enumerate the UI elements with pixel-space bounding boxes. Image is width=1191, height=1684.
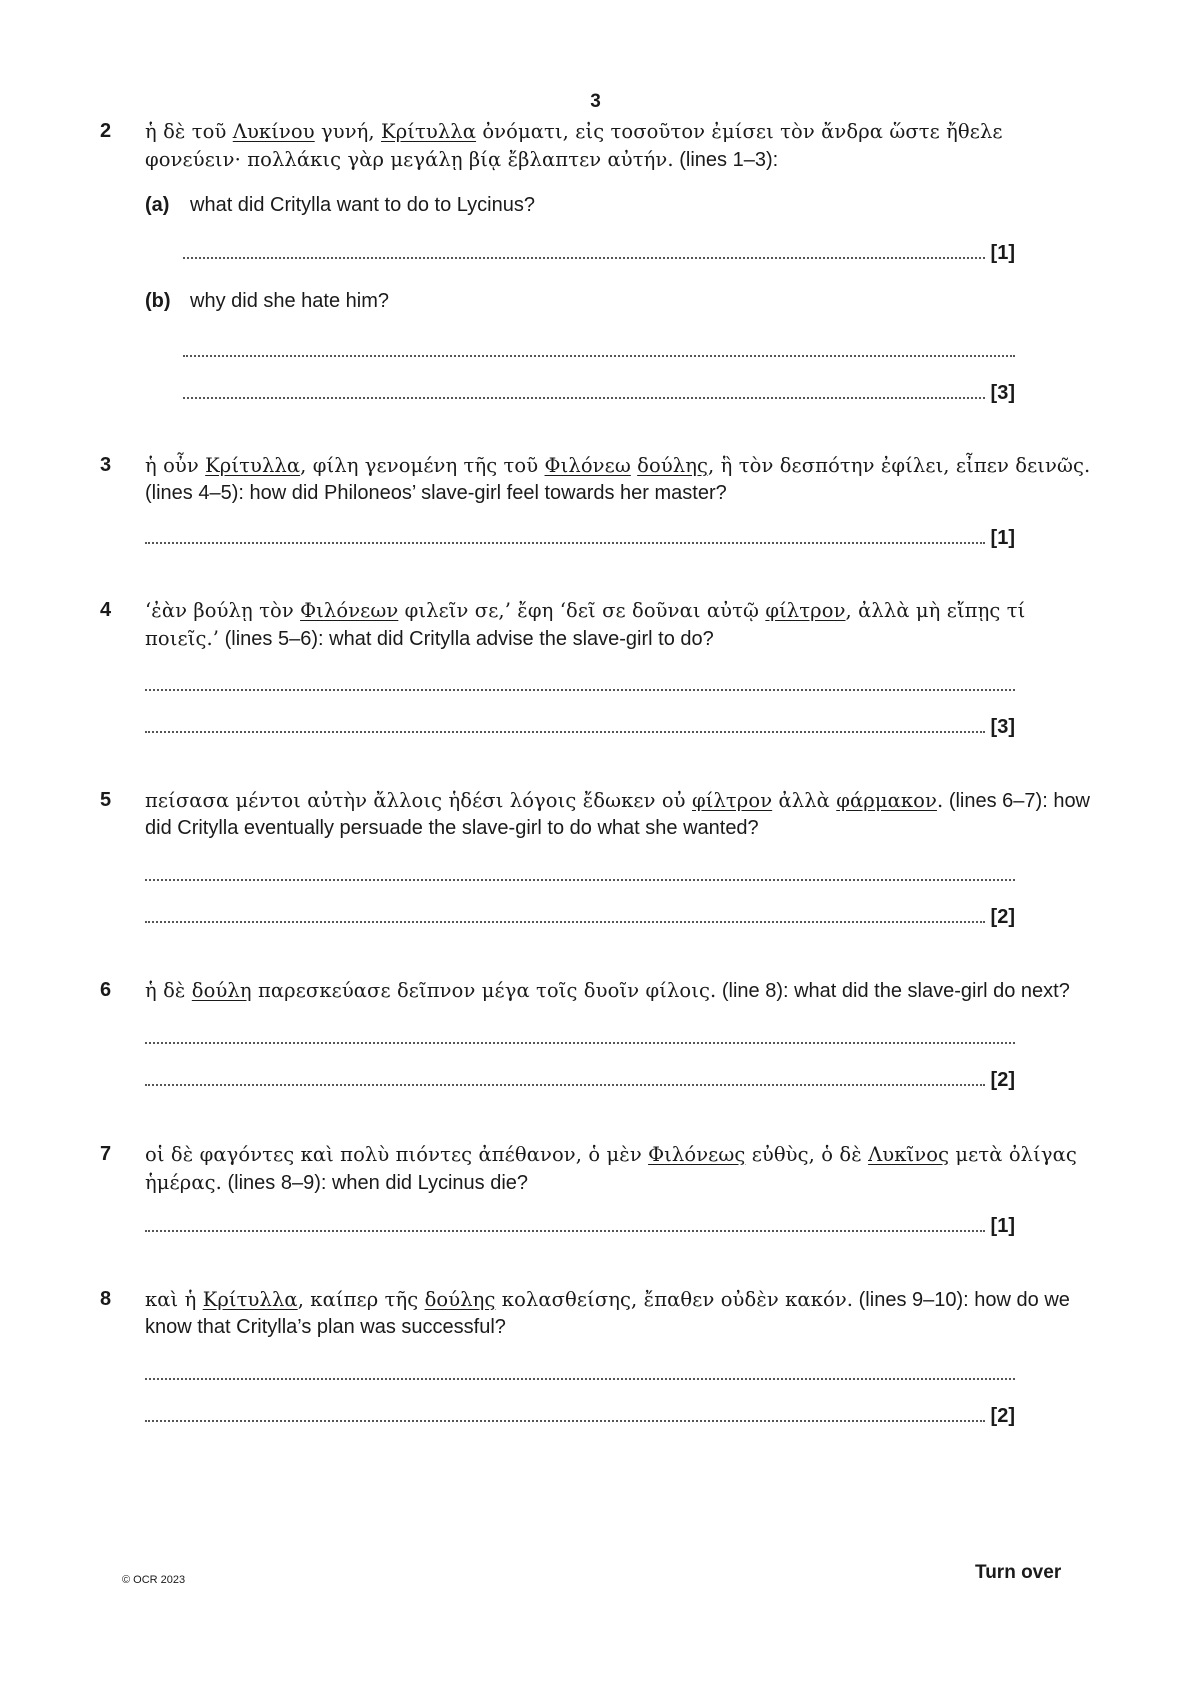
english-prompt: (lines 4–5): how did Philoneos’ slave-girl feel towards her master?: [145, 482, 727, 504]
question-number: 3: [100, 454, 112, 476]
english-prompt: (lines 1–3):: [673, 149, 779, 171]
english-prompt: (lines 5–6): what did Critylla advise the slave-girl to do?: [219, 628, 714, 650]
marks-label: [2]: [990, 1405, 1015, 1427]
marks-label: [3]: [990, 716, 1015, 738]
greek-passage: ἡ οὖν Κρίτυλλα, φίλη γενομένη τῆς τοῦ Φιλόνεω δούλης, ἣ τὸν δεσπότην ἐφίλει, εἶπεν δεινῶς.: [145, 454, 1091, 477]
sub-label: (a): [145, 194, 170, 216]
greek-passage: οἱ δὲ φαγόντες καὶ πολὺ πιόντες ἀπέθανον, ὁ μὲν Φιλόνεως εὐθὺς, ὁ δὲ Λυκῖνος μετὰ ὀλίγας ἡμέρας.: [145, 1143, 1077, 1194]
english-prompt: (lines 6–7): how did Critylla eventually persuade the slave-girl to do what she wanted?: [145, 790, 1091, 839]
answer-line[interactable]: [145, 1361, 1015, 1385]
answer-line[interactable]: [145, 1403, 1015, 1427]
answer-line[interactable]: [145, 672, 1015, 696]
question-number: 2: [100, 120, 112, 142]
english-prompt: (line 8): what did the slave-girl do next?: [716, 980, 1070, 1002]
sub-label: (b): [145, 290, 171, 312]
greek-passage: πείσασα μέντοι αὐτὴν ἄλλοις ἡδέσι λόγοις ἔδωκεν οὐ φίλτρον ἀλλὰ φάρμακον.: [145, 789, 944, 812]
answer-line[interactable]: [145, 904, 1015, 928]
answer-line[interactable]: [183, 338, 1015, 362]
question-2a: [145, 192, 535, 219]
question-2b: [145, 288, 389, 315]
question-text: [145, 118, 1095, 174]
greek-passage: καὶ ἡ Κρίτυλλα, καίπερ τῆς δούλης κολασθείσης, ἔπαθεν οὐδὲν κακόν.: [145, 1288, 854, 1311]
answer-line[interactable]: [145, 1067, 1015, 1091]
question-number: 8: [100, 1288, 112, 1310]
page-number: 3: [590, 91, 601, 112]
answer-line[interactable]: [145, 1213, 1015, 1237]
turn-over-label: Turn over: [975, 1562, 1062, 1583]
question-number: 5: [100, 789, 112, 811]
question-number: 4: [100, 599, 112, 621]
marks-label: [1]: [990, 527, 1015, 549]
english-prompt: (lines 9–10): how do we know that Critylla’s plan was successful?: [145, 1289, 1070, 1338]
question-text: [145, 597, 1095, 653]
sub-text: what did Critylla want to do to Lycinus?: [190, 194, 535, 216]
answer-line[interactable]: [145, 714, 1015, 738]
question-text: [145, 452, 1095, 507]
question-text: [145, 1286, 1095, 1341]
marks-label: [3]: [990, 382, 1015, 404]
greek-passage: ἡ δὲ τοῦ Λυκίνου γυνή, Κρίτυλλα ὀνόματι, εἰς τοσοῦτον ἐμίσει τὸν ἄνδρα ὥστε ἤθελε φονεύειν· πολλάκις γὰρ μεγάλῃ βίᾳ ἔβλαπτεν αὐτήν.: [145, 120, 1003, 171]
question-text: [145, 1141, 1095, 1197]
question-number: 7: [100, 1143, 112, 1165]
question-number: 6: [100, 979, 112, 1001]
question-text: [145, 787, 1095, 842]
marks-label: [1]: [990, 242, 1015, 264]
copyright-notice: © OCR 2023: [122, 1574, 186, 1586]
marks-label: [1]: [990, 1215, 1015, 1237]
sub-text: why did she hate him?: [190, 290, 390, 312]
greek-passage: ‘ἐὰν βούλῃ τὸν Φιλόνεων φιλεῖν σε,’ ἔφη ‘δεῖ σε δοῦναι αὐτῷ φίλτρον, ἀλλὰ μὴ εἴπῃς τί ποιεῖς.’: [145, 599, 1026, 650]
marks-label: [2]: [990, 1069, 1015, 1091]
greek-passage: ἡ δὲ δούλη παρεσκεύασε δεῖπνον μέγα τοῖς δυοῖν φίλοις.: [145, 979, 717, 1002]
question-text: [145, 977, 1095, 1005]
answer-line[interactable]: [183, 380, 1015, 404]
answer-line[interactable]: [183, 240, 1015, 264]
marks-label: [2]: [990, 906, 1015, 928]
answer-line[interactable]: [145, 525, 1015, 549]
english-prompt: (lines 8–9): when did Lycinus die?: [221, 1172, 529, 1194]
answer-line[interactable]: [145, 862, 1015, 886]
answer-line[interactable]: [145, 1025, 1015, 1049]
